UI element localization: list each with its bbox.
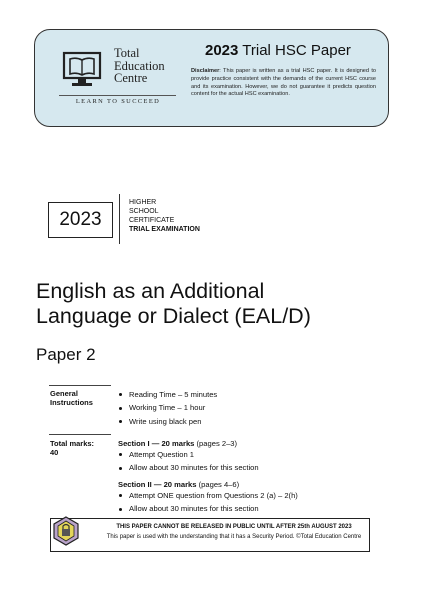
exam-line-bold: TRIAL EXAMINATION (129, 226, 200, 233)
logo-line-1: Total (114, 46, 140, 60)
list-item-text: Write using black pen (129, 416, 202, 426)
bullet-icon (119, 494, 122, 497)
general-instructions-rule (49, 385, 111, 386)
exam-line-2: SCHOOL (129, 208, 159, 215)
logo-line-2: Education (114, 58, 165, 73)
list-item-text: Reading Time – 5 minutes (129, 390, 218, 399)
disclaimer-text: : This paper is written as a trial HSC paper. It is designed to provide practice consistent with the demands of the current HSC course and its examination. However, we do not guarantee it predicts question content for the actual HSC examination. (191, 68, 376, 98)
disclaimer-label: Disclaimer (191, 68, 220, 74)
exam-line-3: CERTIFICATE (129, 217, 175, 224)
total-marks-rule (49, 434, 111, 435)
section-2-list (118, 489, 298, 516)
paper-number: Paper 2 (36, 345, 96, 364)
logo-wordmark (114, 47, 165, 85)
section-2-title: Section II — 20 marks (118, 480, 197, 489)
subject-title-line-2: Language or Dialect (EAL/D) (36, 304, 311, 328)
security-notice-line-2: This paper is used with the understanding that it has a Security Period. ©Total Education Centre (106, 534, 362, 540)
general-instructions-label (50, 389, 93, 407)
total-marks-label (50, 439, 94, 457)
paper-title-year: 2023 (205, 42, 239, 59)
paper-title (205, 42, 351, 59)
list-item (118, 489, 298, 502)
general-instructions-label-2: Instructions (50, 398, 93, 407)
list-item-text: Allow about 30 minutes for this section (129, 504, 259, 514)
list-item (118, 448, 259, 461)
section-2-pages: (pages 4–6) (196, 480, 240, 489)
security-notice-line-1: THIS PAPER CANNOT BE RELEASED IN PUBLIC UNTIL AFTER 25th AUGUST 2023 (116, 524, 352, 530)
section-1-pages: (pages 2–3) (194, 439, 238, 448)
disclaimer (191, 68, 376, 99)
bullet-icon (119, 393, 122, 396)
exam-divider (119, 194, 120, 244)
bullet-icon (119, 453, 122, 456)
logo-tagline: LEARN TO SUCCEED (75, 98, 161, 105)
header-card (34, 29, 389, 127)
bullet-icon (119, 407, 122, 410)
list-item (118, 415, 217, 428)
section-1-heading (118, 439, 237, 448)
total-marks-value: 40 (50, 448, 59, 457)
general-instructions-label-1: General (50, 389, 78, 398)
year-box: 2023 (48, 202, 113, 238)
security-seal-icon (52, 516, 80, 546)
list-item (118, 401, 217, 414)
bullet-icon (119, 420, 122, 423)
list-item-text: Allow about 30 minutes for this section (129, 463, 259, 473)
list-item-text: Attempt Question 1 (129, 450, 195, 459)
total-marks-title: Total marks: (50, 439, 95, 448)
list-item (118, 388, 217, 401)
bullet-icon (119, 467, 122, 470)
logo-line-3: Centre (114, 71, 148, 85)
section-2-heading (118, 480, 239, 489)
list-item-text: Attempt ONE question from Questions 2 (a) – 2(h) (129, 491, 298, 500)
exam-line-1: HIGHER (129, 199, 157, 206)
logo-divider (59, 95, 176, 96)
general-instructions-list (118, 388, 217, 428)
subject-title-line-1: English as an Additional (36, 279, 265, 303)
subject-title (36, 279, 311, 329)
section-1-list (118, 448, 259, 475)
bullet-icon (119, 508, 122, 511)
monitor-book-logo-icon (61, 50, 103, 90)
section-1-title: Section I — 20 marks (118, 439, 195, 448)
paper-title-rest: Trial HSC Paper (238, 42, 351, 59)
exam-type (129, 198, 200, 234)
list-item (118, 461, 259, 474)
list-item (118, 502, 298, 515)
list-item-text: Working Time – 1 hour (129, 403, 206, 413)
